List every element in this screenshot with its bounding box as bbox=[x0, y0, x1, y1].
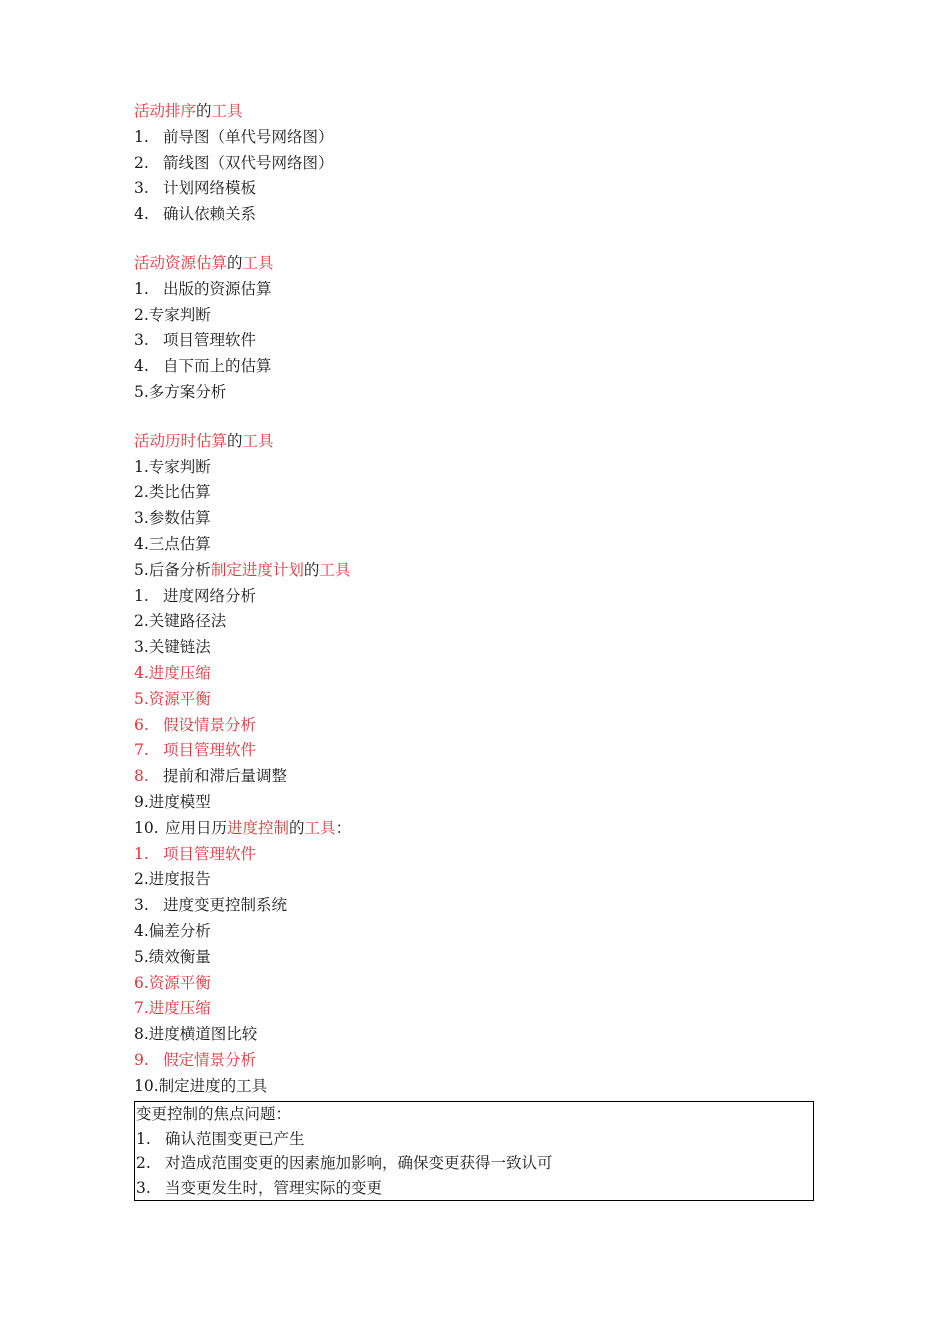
item-number: 8. bbox=[134, 1025, 149, 1044]
list-item-highlighted bbox=[134, 842, 824, 868]
change-control-box bbox=[134, 1101, 814, 1201]
item-number: 4. bbox=[134, 205, 149, 224]
heading-connector: 的 bbox=[227, 253, 243, 272]
list-item-highlighted bbox=[134, 738, 824, 764]
item-text: 假定情景分析 bbox=[163, 1050, 257, 1069]
list-item bbox=[134, 532, 824, 558]
item-text: 偏差分析 bbox=[148, 921, 211, 940]
item-number: 6. bbox=[134, 973, 149, 992]
item-number: 1. bbox=[134, 127, 149, 146]
item-number: 3. bbox=[134, 896, 149, 915]
item-text: 专家判断 bbox=[148, 305, 211, 324]
heading-topic: 活动资源估算 bbox=[134, 253, 228, 272]
item-text: 制定进度的工具 bbox=[158, 1076, 268, 1095]
item-number: 3. bbox=[134, 179, 149, 198]
item-number: 3. bbox=[134, 509, 149, 528]
item-text: 专家判断 bbox=[148, 457, 211, 476]
item-text: 关键路径法 bbox=[148, 612, 227, 631]
list-item bbox=[134, 893, 824, 919]
item-number: 7. bbox=[134, 999, 149, 1018]
list-item bbox=[134, 202, 824, 228]
list-item bbox=[134, 1022, 824, 1048]
list-item bbox=[134, 303, 824, 329]
list-item bbox=[136, 1176, 813, 1201]
item-text: 应用日历 bbox=[165, 818, 228, 837]
item-text: 项目管理软件 bbox=[163, 844, 257, 863]
list-item bbox=[136, 1127, 813, 1152]
item-text: 箭线图（双代号网络图） bbox=[163, 153, 334, 172]
item-text: 多方案分析 bbox=[148, 382, 227, 401]
item-number: 6. bbox=[134, 715, 149, 734]
list-item-highlighted bbox=[134, 687, 824, 713]
list-item bbox=[136, 1151, 813, 1176]
item-text: 当变更发生时，管理实际的变更 bbox=[165, 1178, 383, 1197]
list-item bbox=[134, 867, 824, 893]
item-text: 前导图（单代号网络图） bbox=[163, 127, 334, 146]
item-text: 后备分析 bbox=[148, 560, 211, 579]
item-number: 9. bbox=[134, 1050, 149, 1069]
item-number: 2. bbox=[134, 483, 149, 502]
heading-tools: 工具 bbox=[319, 560, 351, 579]
list-item-highlighted bbox=[134, 1048, 824, 1074]
section-heading-duration-estimating bbox=[134, 429, 824, 455]
item-number: 5. bbox=[134, 560, 149, 579]
item-text: 进度横道图比较 bbox=[148, 1025, 258, 1044]
list-item bbox=[134, 635, 824, 661]
list-item bbox=[134, 480, 824, 506]
item-text: 项目管理软件 bbox=[163, 331, 257, 350]
item-number: 5. bbox=[134, 382, 149, 401]
item-text: 进度模型 bbox=[148, 792, 211, 811]
item-number: 1. bbox=[134, 844, 149, 863]
heading-tools: 工具 bbox=[242, 253, 274, 272]
item-number: 10. bbox=[134, 818, 159, 837]
item-text: 进度压缩 bbox=[148, 999, 211, 1018]
item-number: 4. bbox=[134, 534, 149, 553]
item-text: 参数估算 bbox=[148, 509, 211, 528]
item-number: 4. bbox=[134, 663, 149, 682]
heading-tools: 工具 bbox=[304, 818, 336, 837]
heading-connector: 的 bbox=[289, 818, 305, 837]
item-number: 3. bbox=[136, 1178, 151, 1197]
item-text: 提前和滞后量调整 bbox=[163, 767, 288, 786]
list-item-with-heading bbox=[134, 558, 824, 584]
item-number: 2. bbox=[134, 612, 149, 631]
item-text: 关键链法 bbox=[148, 638, 211, 657]
item-number: 2. bbox=[134, 305, 149, 324]
list-item bbox=[134, 764, 824, 790]
list-item-with-heading bbox=[134, 816, 824, 842]
box-title: 变更控制的焦点问题： bbox=[136, 1105, 292, 1124]
item-text: 进度压缩 bbox=[148, 663, 211, 682]
list-item bbox=[134, 277, 824, 303]
list-item bbox=[134, 176, 824, 202]
item-text: 计划网络模板 bbox=[163, 179, 257, 198]
heading-connector: 的 bbox=[227, 431, 243, 450]
section-spacer bbox=[134, 228, 824, 251]
item-text: 进度报告 bbox=[148, 870, 211, 889]
list-item bbox=[134, 1074, 824, 1100]
item-number: 4. bbox=[134, 357, 149, 376]
heading-topic-schedule-control: 进度控制 bbox=[227, 818, 290, 837]
section-heading-resource-estimating bbox=[134, 251, 824, 277]
heading-topic-schedule-development: 制定进度计划 bbox=[210, 560, 304, 579]
list-item-highlighted bbox=[134, 996, 824, 1022]
item-text: 进度变更控制系统 bbox=[163, 896, 288, 915]
item-text: 自下而上的估算 bbox=[163, 357, 272, 376]
list-item-highlighted bbox=[134, 713, 824, 739]
item-number: 1. bbox=[136, 1129, 151, 1148]
item-number: 8. bbox=[134, 767, 149, 786]
item-text: 类比估算 bbox=[148, 483, 211, 502]
list-item bbox=[134, 328, 824, 354]
heading-tools: 工具 bbox=[242, 431, 274, 450]
section-heading-activity-sequencing bbox=[134, 99, 824, 125]
heading-topic: 活动历时估算 bbox=[134, 431, 228, 450]
item-text: 出版的资源估算 bbox=[163, 279, 272, 298]
section-spacer bbox=[134, 406, 824, 429]
item-number: 2. bbox=[134, 153, 149, 172]
item-text: 确认依赖关系 bbox=[163, 205, 257, 224]
item-number: 9. bbox=[134, 792, 149, 811]
item-number: 1. bbox=[134, 279, 149, 298]
heading-colon: ： bbox=[335, 818, 352, 837]
item-text: 三点估算 bbox=[148, 534, 211, 553]
item-number: 10. bbox=[134, 1076, 159, 1095]
item-number: 2. bbox=[134, 870, 149, 889]
list-item bbox=[134, 790, 824, 816]
list-item bbox=[134, 354, 824, 380]
item-number: 7. bbox=[134, 741, 149, 760]
item-text: 进度网络分析 bbox=[163, 586, 257, 605]
list-item bbox=[134, 455, 824, 481]
item-number: 5. bbox=[134, 947, 149, 966]
list-item-highlighted bbox=[134, 661, 824, 687]
item-text: 项目管理软件 bbox=[163, 741, 257, 760]
heading-tools: 工具 bbox=[211, 102, 243, 120]
item-text: 资源平衡 bbox=[148, 689, 211, 708]
item-number: 1. bbox=[134, 586, 149, 605]
document-body bbox=[134, 99, 824, 1201]
item-text: 假设情景分析 bbox=[163, 715, 257, 734]
list-item bbox=[134, 584, 824, 610]
list-item bbox=[134, 609, 824, 635]
heading-topic: 活动排序 bbox=[134, 102, 197, 120]
heading-connector: 的 bbox=[196, 102, 212, 120]
list-item bbox=[134, 506, 824, 532]
item-text: 确认范围变更已产生 bbox=[165, 1129, 305, 1148]
list-item-highlighted bbox=[134, 971, 824, 997]
item-number: 5. bbox=[134, 689, 149, 708]
item-text: 对造成范围变更的因素施加影响，确保变更获得一致认可 bbox=[165, 1154, 553, 1173]
list-item bbox=[134, 380, 824, 406]
item-text: 绩效衡量 bbox=[148, 947, 211, 966]
item-number: 2. bbox=[136, 1154, 151, 1173]
item-number: 3. bbox=[134, 638, 149, 657]
item-number: 1. bbox=[134, 457, 149, 476]
list-item bbox=[134, 125, 824, 151]
item-text: 资源平衡 bbox=[148, 973, 211, 992]
item-number: 3. bbox=[134, 331, 149, 350]
item-number: 4. bbox=[134, 921, 149, 940]
list-item bbox=[134, 151, 824, 177]
list-item bbox=[134, 919, 824, 945]
list-item bbox=[134, 945, 824, 971]
heading-connector: 的 bbox=[303, 560, 320, 579]
